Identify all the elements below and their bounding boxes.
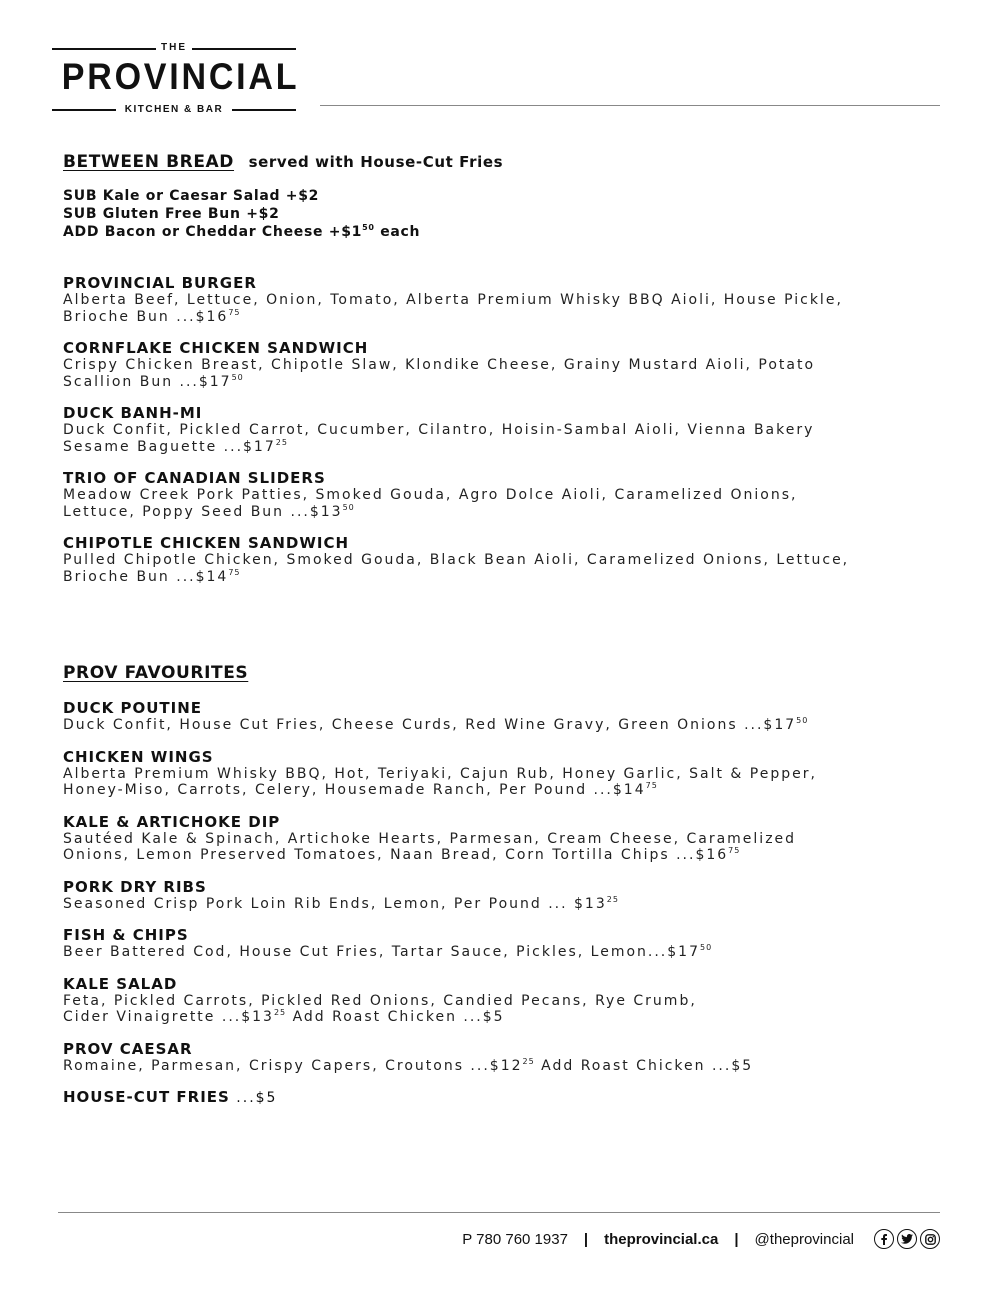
item-description — [63, 309, 943, 326]
brand-logo — [52, 42, 300, 118]
price-cents: 50 — [796, 716, 809, 725]
social-icons — [874, 1229, 940, 1249]
item-name: KALE SALAD — [63, 974, 178, 993]
item-description — [63, 569, 943, 586]
price-cents: 75 — [228, 567, 241, 577]
menu-item — [63, 926, 943, 961]
footer-divider — [58, 1212, 940, 1213]
menu-item — [63, 975, 943, 1026]
footer-separator: | — [734, 1230, 739, 1248]
footer — [462, 1227, 940, 1251]
price-cents: 50 — [699, 943, 713, 952]
price-cents: 25 — [275, 437, 288, 447]
item-name: FISH & CHIPS — [63, 926, 189, 944]
item-addon: Add Roast Chicken ...$5 — [286, 1009, 505, 1025]
item-price-line: Brioche Bun ...$16 — [63, 308, 229, 325]
logo-name: PROVINCIAL — [61, 56, 300, 97]
item-description: Meadow Creek Pork Patties, Smoked Gouda, Agro Dolce Aioli, Caramelized Onions, — [63, 487, 798, 503]
item-price-line: Cider Vinaigrette ...$13 — [63, 1009, 274, 1025]
item-addon: Add Roast Chicken ...$5 — [534, 1057, 754, 1074]
menu-item — [63, 813, 943, 864]
item-price-line: Seasoned Crisp Pork Loin Rib Ends, Lemon, Per Pound ... $13 — [63, 895, 607, 912]
item-description — [63, 782, 943, 799]
item-name: TRIO OF CANADIAN SLIDERS — [63, 469, 326, 487]
item-name: DUCK POUTINE — [63, 699, 203, 717]
modifier-line — [63, 223, 943, 241]
item-price-line: Scallion Bun ...$17 — [63, 373, 232, 390]
social-handle: @theprovincial — [754, 1230, 854, 1248]
item-name: PROV CAESAR — [63, 1039, 193, 1058]
prov-favourites-list — [63, 699, 943, 1107]
item-price-line: Honey-Miso, Carrots, Celery, Housemade Ranch, Per Pound ...$14 — [63, 782, 646, 798]
item-price-line: Onions, Lemon Preserved Tomatoes, Naan Bread, Corn Tortilla Chips ...$16 — [63, 847, 729, 863]
section-heading: PROV FAVOURITES — [63, 663, 249, 683]
menu-item — [63, 534, 943, 585]
modifier-line: SUB Gluten Free Bun +$2 — [63, 206, 280, 222]
price-cents: 25 — [522, 1056, 535, 1066]
item-description — [63, 374, 943, 391]
item-description — [63, 1009, 943, 1026]
price-cents: 75 — [645, 781, 658, 790]
price-cents: 50 — [342, 502, 355, 512]
item-name: CORNFLAKE CHICKEN SANDWICH — [63, 339, 369, 357]
logo-subtitle: KITCHEN & BAR — [124, 104, 224, 115]
item-name: DUCK BANH-MI — [63, 404, 203, 422]
phone-number: P 780 760 1937 — [462, 1230, 568, 1248]
instagram-icon[interactable] — [920, 1229, 940, 1249]
item-name: CHIPOTLE CHICKEN SANDWICH — [63, 534, 350, 552]
modifier-list — [63, 187, 943, 241]
item-price-line: Beer Battered Cod, House Cut Fries, Tartar Sauce, Pickles, Lemon...$17 — [63, 944, 700, 960]
modifier-text: ADD Bacon or Cheddar Cheese +$1 — [63, 224, 363, 240]
price-cents: 25 — [273, 1008, 287, 1017]
menu-item — [63, 1088, 943, 1107]
menu-item — [63, 699, 943, 734]
item-price: ...$5 — [229, 1090, 278, 1106]
menu-item — [63, 878, 943, 913]
menu-item — [63, 1040, 943, 1075]
menu-item — [63, 404, 943, 455]
item-price-line: Duck Confit, House Cut Fries, Cheese Curds, Red Wine Gravy, Green Onions ...$17 — [63, 717, 797, 733]
item-description: Feta, Pickled Carrots, Pickled Red Onions, Candied Pecans, Rye Crumb, — [63, 992, 697, 1009]
modifier-suffix: each — [374, 224, 421, 240]
item-price-line: Brioche Bun ...$14 — [63, 568, 229, 585]
price-cents: 75 — [228, 307, 241, 317]
price-cents: 50 — [231, 372, 244, 382]
section-heading: BETWEEN BREAD — [63, 152, 235, 172]
logo-the: THE — [161, 42, 187, 53]
facebook-icon[interactable] — [874, 1229, 894, 1249]
menu-content — [63, 150, 943, 1121]
modifier-line: SUB Kale or Caesar Salad +$2 — [63, 188, 320, 204]
footer-separator: | — [583, 1230, 589, 1248]
menu-item — [63, 469, 943, 520]
item-description — [63, 717, 943, 734]
item-description: Alberta Premium Whisky BBQ, Hot, Teriyaki, Cajun Rub, Honey Garlic, Salt & Pepper, — [63, 765, 817, 782]
item-description: Alberta Beef, Lettuce, Onion, Tomato, Alberta Premium Whisky BBQ Aioli, House Pickle, — [63, 292, 843, 308]
header-divider — [320, 105, 940, 106]
item-name: PORK DRY RIBS — [63, 877, 207, 896]
price-cents: 50 — [362, 223, 375, 232]
item-name: CHICKEN WINGS — [63, 747, 214, 766]
item-name: KALE & ARTICHOKE DIP — [63, 812, 281, 831]
item-description: Duck Confit, Pickled Carrot, Cucumber, Cilantro, Hoisin-Sambal Aioli, Vienna Bakery — [63, 422, 815, 438]
item-price-line: Sesame Baguette ...$17 — [63, 438, 276, 455]
item-description: Sautéed Kale & Spinach, Artichoke Hearts, Parmesan, Cream Cheese, Caramelized — [63, 830, 797, 847]
website-link[interactable]: theprovincial.ca — [604, 1230, 719, 1248]
section-note: served with House-Cut Fries — [248, 153, 504, 171]
price-cents: 75 — [728, 846, 741, 855]
menu-item — [63, 274, 943, 325]
price-cents: 25 — [606, 894, 619, 904]
item-name-with-price — [63, 1088, 943, 1107]
item-price-line: Lettuce, Poppy Seed Bun ...$13 — [63, 503, 343, 520]
item-description: Pulled Chipotle Chicken, Smoked Gouda, Black Bean Aioli, Caramelized Onions, Lettuce, — [63, 552, 850, 568]
section-title-between-bread — [63, 150, 943, 174]
item-description — [63, 439, 943, 456]
item-description — [63, 896, 943, 913]
item-name: PROVINCIAL BURGER — [63, 274, 257, 292]
item-description — [63, 944, 943, 961]
item-description — [63, 504, 943, 521]
item-price-line: Romaine, Parmesan, Crispy Capers, Croutons ...$12 — [63, 1057, 523, 1074]
menu-item — [63, 339, 943, 390]
section-title-prov-favourites — [63, 661, 943, 685]
item-description: Crispy Chicken Breast, Chipotle Slaw, Klondike Cheese, Grainy Mustard Aioli, Potato — [63, 357, 816, 373]
between-bread-list — [63, 274, 943, 585]
item-description — [63, 1058, 943, 1075]
menu-item — [63, 748, 943, 799]
item-name: HOUSE-CUT FRIES — [63, 1088, 230, 1106]
twitter-icon[interactable] — [897, 1229, 917, 1249]
item-description — [63, 847, 943, 864]
